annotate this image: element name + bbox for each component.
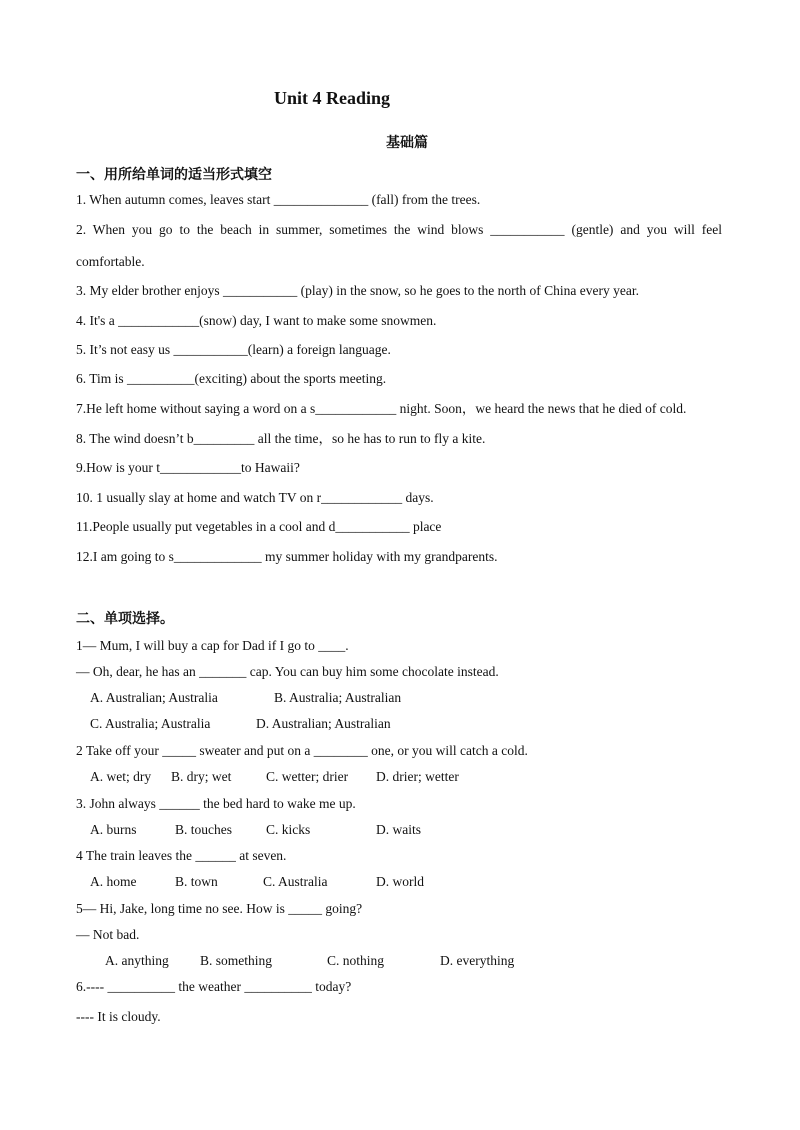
choice-question-6-line1: 6.---- __________ the weather __________ today?	[76, 979, 352, 994]
q1-option-b: B. Australia; Australian	[274, 690, 402, 705]
fill-question-7: 7.He left home without saying a word on a s____________ night. Soon，we heard the news that he died of cold.	[76, 401, 687, 416]
q2-option-d: D. drier; wetter	[376, 769, 459, 784]
q5-option-a: A. anything	[105, 953, 169, 968]
fill-question-9: 9.How is your t____________to Hawaii?	[76, 460, 300, 475]
q2-option-c: C. wetter; drier	[266, 769, 349, 784]
fill-question-4: 4. It's a ____________(snow) day, I want to make some snowmen.	[76, 313, 437, 328]
fill-question-2-line1: 2. When you go to the beach in summer, sometimes the wind blows ___________ (gentle) and you will feel	[76, 222, 722, 237]
page-subtitle: 基础篇	[386, 135, 428, 151]
choice-question-2: 2 Take off your _____ sweater and put on a ________ one, or you will catch a cold.	[76, 743, 528, 758]
q1-option-d: D. Australian; Australian	[256, 716, 391, 731]
choice-question-6-line2: ---- It is cloudy.	[76, 1009, 161, 1024]
fill-question-11: 11.People usually put vegetables in a cool and d___________ place	[76, 519, 442, 534]
q2-option-a: A. wet; dry	[90, 769, 152, 784]
fill-question-10: 10. 1 usually slay at home and watch TV on r____________ days.	[76, 490, 434, 505]
choice-question-3: 3. John always ______ the bed hard to wake me up.	[76, 796, 356, 811]
fill-question-5: 5. It’s not easy us ___________(learn) a foreign language.	[76, 342, 391, 357]
fill-question-3: 3. My elder brother enjoys ___________ (play) in the snow, so he goes to the north of China every year.	[76, 283, 640, 298]
choice-question-1-line2: — Oh, dear, he has an _______ cap. You can buy him some chocolate instead.	[76, 664, 499, 679]
q3-option-d: D. waits	[376, 822, 421, 837]
section2-heading: 二、单项选择。	[76, 611, 174, 627]
q1-option-a: A. Australian; Australia	[90, 690, 218, 705]
q5-option-c: C. nothing	[327, 953, 385, 968]
fill-question-12: 12.I am going to s_____________ my summer holiday with my grandparents.	[76, 549, 498, 564]
page-title: Unit 4 Reading	[274, 88, 391, 108]
q4-option-b: B. town	[175, 874, 218, 889]
fill-question-6: 6. Tim is __________(exciting) about the sports meeting.	[76, 371, 387, 386]
q3-option-c: C. kicks	[266, 822, 311, 837]
section1-heading: 一、用所给单词的适当形式填空	[76, 167, 272, 183]
choice-question-4: 4 The train leaves the ______ at seven.	[76, 848, 287, 863]
q3-option-a: A. burns	[90, 822, 137, 837]
q4-option-a: A. home	[90, 874, 137, 889]
q4-option-c: C. Australia	[263, 874, 328, 889]
fill-question-2-line2: comfortable.	[76, 254, 145, 269]
q4-option-d: D. world	[376, 874, 424, 889]
choice-question-1-line1: 1— Mum, I will buy a cap for Dad if I go to ____.	[76, 638, 349, 653]
fill-question-1: 1. When autumn comes, leaves start ______________ (fall) from the trees.	[76, 192, 481, 207]
q5-option-d: D. everything	[440, 953, 515, 968]
q3-option-b: B. touches	[175, 822, 232, 837]
choice-question-5-line2: — Not bad.	[76, 927, 140, 942]
q2-option-b: B. dry; wet	[171, 769, 232, 784]
choice-question-5-line1: 5— Hi, Jake, long time no see. How is _____ going?	[76, 901, 363, 916]
q1-option-c: C. Australia; Australia	[90, 716, 211, 731]
q5-option-b: B. something	[200, 953, 273, 968]
fill-question-8: 8. The wind doesn’t b_________ all the time，so he has to run to fly a kite.	[76, 431, 486, 446]
